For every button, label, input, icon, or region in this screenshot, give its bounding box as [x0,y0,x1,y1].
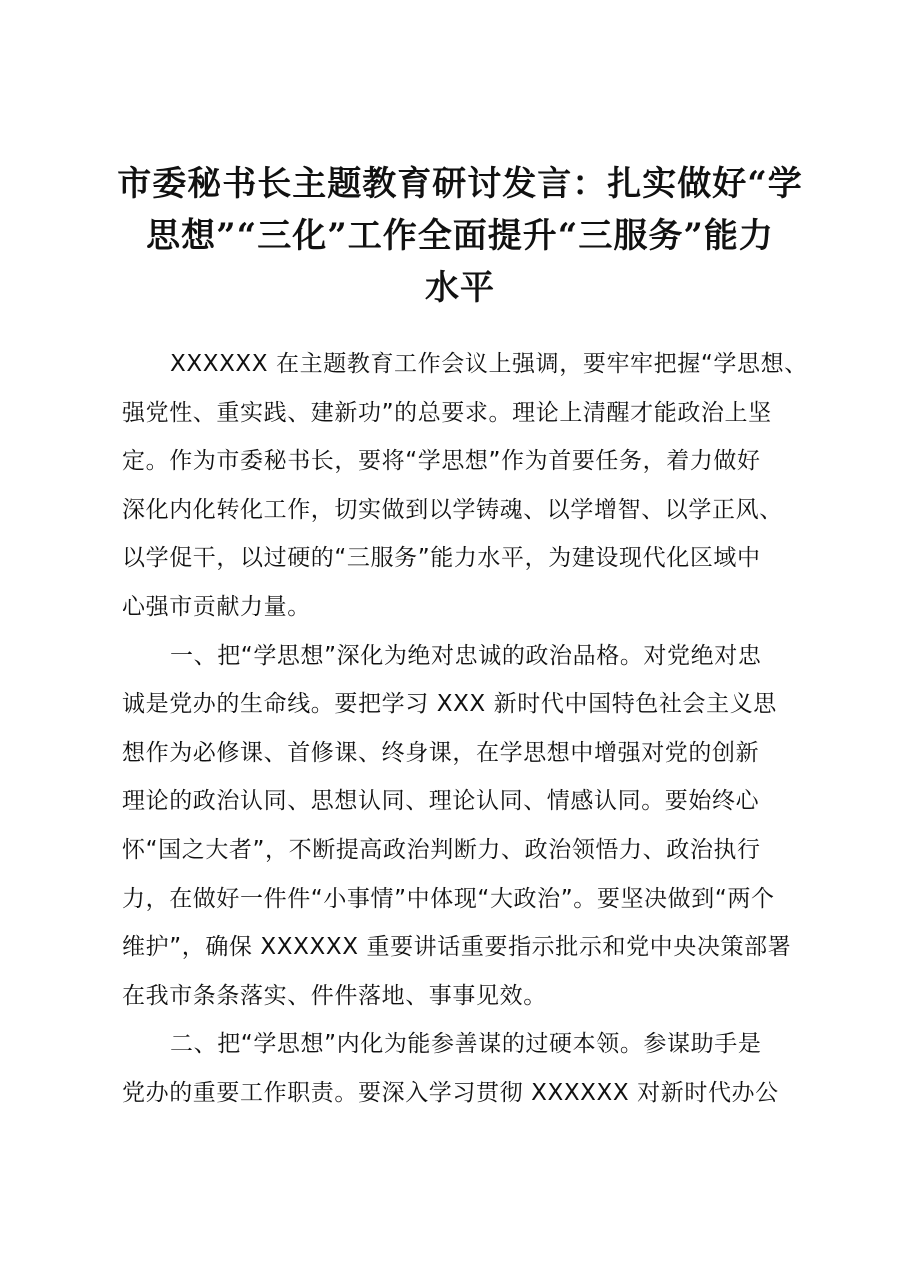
paragraph-line: 想作为必修课、首修课、终身课，在学思想中增强对党的创新 [122,739,760,766]
paragraph-section-2 [122,1020,812,1117]
paragraph-line: 党办的重要工作职责。要深入学习贯彻 XXXXXX 对新时代办公 [122,1079,779,1106]
title-line-2: 思想”“三化”工作全面提升“三服务”能力 [146,216,774,256]
paragraph-line: 以学促干，以过硬的“三服务”能力水平，为建设现代化区域中 [122,545,761,572]
paragraph-line: 诚是党办的生命线。要把学习 XXX 新时代中国特色社会主义思 [122,691,777,718]
paragraph-line: 一、把“学思想”深化为绝对忠诚的政治品格。对党绝对忠 [170,642,762,669]
document-title [110,158,810,314]
document-body [122,340,812,1118]
paragraph-line: 心强市贡献力量。 [122,593,311,620]
paragraph-section-1 [122,632,812,1021]
paragraph-line: XXXXXX 在主题教育工作会议上强调，要牢牢把握“学思想、 [170,351,808,377]
paragraph-line: 力，在做好一件件“小事情”中体现“大政治”。要坚决做到“两个 [122,885,775,912]
paragraph-line: 理论的政治认同、思想认同、理论认同、情感认同。要始终心 [122,788,760,815]
paragraph-line: 二、把“学思想”内化为能参善谋的过硬本领。参谋助手是 [170,1031,762,1058]
paragraph-line: 定。作为市委秘书长，要将“学思想”作为首要任务，着力做好 [122,448,761,475]
paragraph-intro [122,340,812,632]
paragraph-line: 在我市条条落实、件件落地、事事见效。 [122,982,547,1009]
paragraph-line: 维护”，确保 XXXXXX 重要讲话重要指示批示和党中央决策部署 [122,934,792,961]
title-line-3: 水平 [425,268,495,308]
paragraph-line: 强党性、重实践、建新功”的总要求。理论上清醒才能政治上坚 [122,399,772,426]
paragraph-line: 怀“国之大者”，不断提高政治判断力、政治领悟力、政治执行 [122,836,761,863]
paragraph-line: 深化内化转化工作，切实做到以学铸魂、以学增智、以学正风、 [122,496,783,523]
title-line-1: 市委秘书长主题教育研讨发言：扎实做好“学 [117,164,803,204]
